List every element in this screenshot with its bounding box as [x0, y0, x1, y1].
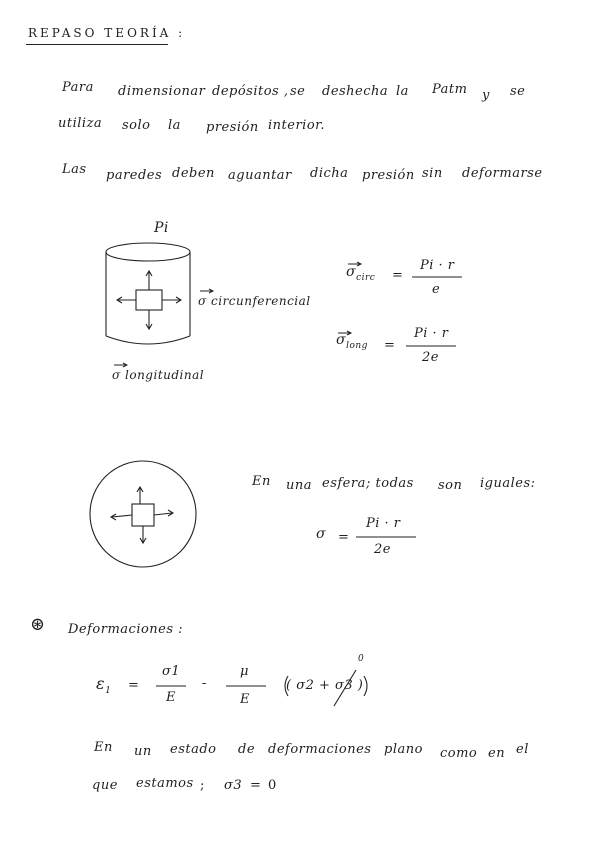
word: una [286, 478, 312, 493]
term2-num: μ [240, 664, 249, 679]
bullet-icon: ⊛ [30, 614, 46, 635]
word: esfera [322, 476, 366, 491]
word: En [252, 474, 271, 489]
word: deshecha [322, 84, 389, 99]
long-stress-label: σ longitudinal [112, 368, 205, 382]
equation-eq: = [128, 678, 140, 693]
formula-den: e [432, 282, 441, 297]
word: 0 [268, 778, 277, 793]
word: dimensionar [118, 84, 206, 99]
word: Patm [432, 82, 468, 97]
word: la [168, 118, 181, 133]
formula-den: 2e [422, 350, 439, 365]
word: Para [62, 80, 94, 95]
formula-den: 2e [374, 542, 391, 557]
word: se [290, 84, 306, 99]
section-heading: Deformaciones : [68, 622, 184, 637]
word: estamos [136, 776, 194, 791]
zero-mark: 0 [358, 654, 365, 664]
pressure-label: Pi [154, 220, 169, 236]
word: solo [122, 118, 151, 133]
formula-lhs: σ [316, 526, 327, 542]
word: paredes [106, 168, 163, 183]
word: la [396, 84, 409, 99]
word: presión [362, 168, 415, 183]
word: presión [206, 120, 259, 135]
stress-element-cylinder [117, 271, 181, 329]
word: utiliza [58, 116, 103, 131]
minus-sign: - [202, 676, 207, 691]
word: que [92, 778, 118, 793]
word: se [510, 84, 526, 99]
word: σ3 [224, 778, 243, 793]
sphere-icon [90, 461, 196, 567]
term2-den: E [240, 692, 250, 707]
formula-num: Pi · r [420, 258, 455, 273]
formula-num: Pi · r [366, 516, 401, 531]
word: deben [172, 166, 215, 181]
term1-den: E [166, 690, 176, 705]
word: ; todas [366, 476, 414, 491]
circ-stress-label: σ circunferencial [198, 294, 311, 308]
formula-eq: = [392, 268, 404, 283]
page-title: REPASO TEORÍA : [28, 26, 186, 40]
formula-eq: = [338, 530, 350, 545]
word: el [516, 742, 529, 757]
word: depósitos , [212, 84, 289, 99]
word: de [238, 742, 256, 757]
stress-element-sphere [111, 487, 173, 543]
formula-eq: = [384, 338, 396, 353]
word: Las [62, 162, 87, 177]
word: estado [170, 742, 217, 757]
vector-arrows [114, 262, 361, 367]
word: en [488, 746, 506, 761]
term1-num: σ1 [162, 664, 181, 679]
equation-lhs: $\varepsilon_1$ [96, 674, 112, 696]
paren-term: ( σ2 + σ3 ) [286, 678, 364, 693]
formula-num: Pi · r [414, 326, 449, 341]
word: y [482, 88, 490, 103]
word: iguales: [480, 476, 536, 491]
formula-lhs: $\sigma_{circ}$ [346, 264, 376, 283]
word: son [438, 478, 463, 493]
word: como [440, 746, 478, 761]
word: deformaciones [268, 742, 372, 757]
word: deformarse [462, 166, 543, 181]
word: sin [422, 166, 443, 181]
word: dicha [310, 166, 349, 181]
word: ; [200, 778, 205, 793]
word: interior. [268, 118, 326, 133]
word: aguantar [228, 168, 292, 183]
title-underline [26, 44, 168, 45]
word: plano [384, 742, 423, 757]
formula-lhs: $\sigma_{long}$ [336, 332, 368, 351]
cylinder-icon [106, 243, 190, 344]
word: En [94, 740, 113, 755]
word: un [134, 744, 152, 759]
word: = [250, 778, 262, 793]
